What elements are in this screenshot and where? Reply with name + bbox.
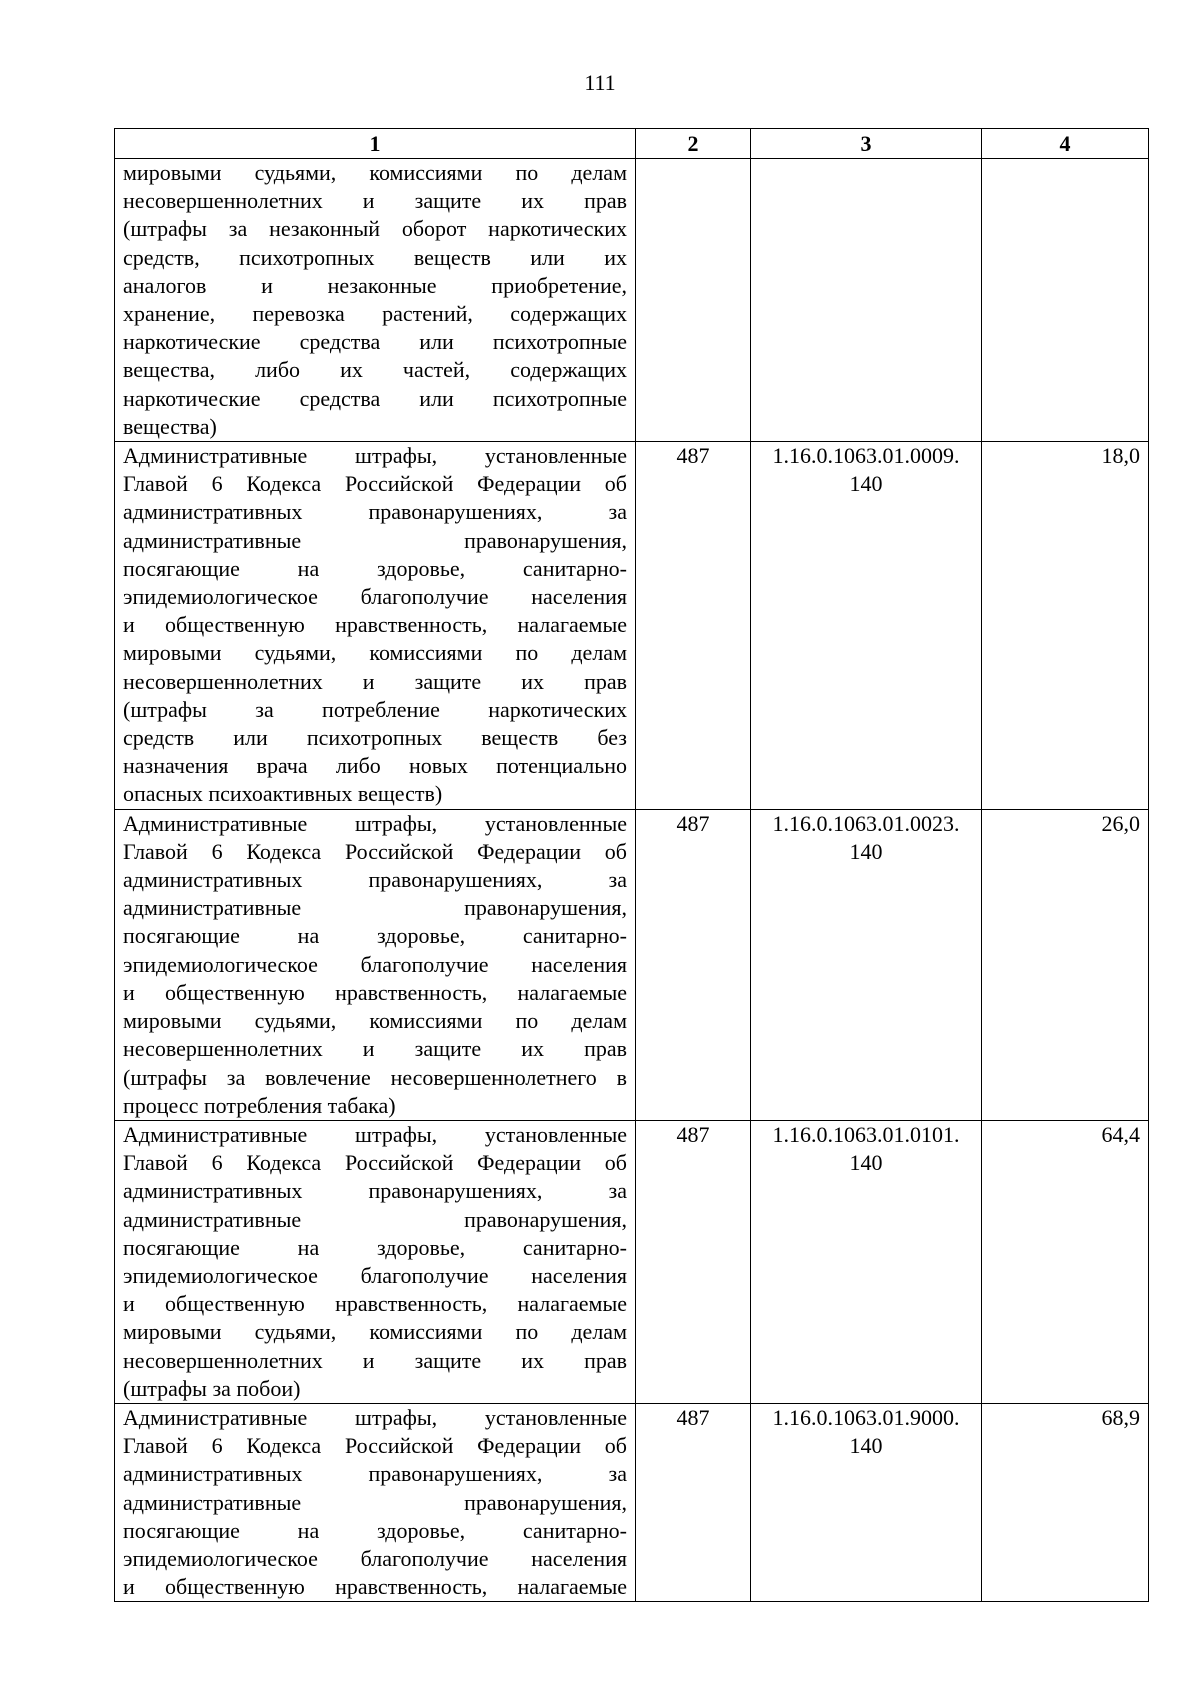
description-line: (штрафы за потребление наркотических (123, 696, 627, 722)
description-line: вещества, либо их частей, содержащих (123, 357, 627, 383)
classification-code (751, 442, 982, 810)
table-row (115, 442, 1149, 810)
description-line: и общественную нравственность, налагаемые (123, 1291, 627, 1317)
description-line: административные правонарушения, (123, 1489, 627, 1515)
row-description (115, 442, 636, 810)
code-line: 140 (849, 838, 883, 864)
admin-code: 487 (636, 1120, 751, 1403)
table-row (115, 809, 1149, 1120)
description-line: Административные штрафы, установленные (123, 810, 627, 836)
row-description (115, 159, 636, 442)
description-line: Главой 6 Кодекса Российской Федерации об (123, 1433, 627, 1459)
admin-code: 487 (636, 442, 751, 810)
description-line: назначения врача либо новых потенциально (123, 753, 627, 779)
description-line: Административные штрафы, установленные (123, 443, 627, 469)
description-line: несовершеннолетних и защите их прав (123, 188, 627, 214)
description-line: административные правонарушения, (123, 895, 627, 921)
admin-code: 487 (636, 809, 751, 1120)
description-line: мировыми судьями, комиссиями по делам (123, 160, 627, 185)
code-line: 140 (849, 471, 883, 497)
description-line: эпидемиологическое благополучие населения (123, 584, 627, 610)
amount: 64,4 (982, 1120, 1149, 1403)
description-line: наркотические средства или психотропные (123, 329, 627, 355)
description-line: Административные штрафы, установленные (123, 1121, 627, 1147)
amount: 68,9 (982, 1403, 1149, 1601)
column-header-1: 1 (115, 129, 636, 159)
table-row (115, 1120, 1149, 1403)
description-line: несовершеннолетних и защите их прав (123, 668, 627, 694)
code-line: 1.16.0.1063.01.0009. (772, 443, 960, 469)
table-body (115, 159, 1149, 1602)
description-line: Административные штрафы, установленные (123, 1404, 627, 1430)
amount: 26,0 (982, 809, 1149, 1120)
classification-code (751, 809, 982, 1120)
code-line: 1.16.0.1063.01.9000. (772, 1404, 960, 1430)
description-line: посягающие на здоровье, санитарно- (123, 1517, 627, 1543)
description-line: аналогов и незаконные приобретение, (123, 272, 627, 298)
description-line: (штрафы за незаконный оборот наркотических (123, 216, 627, 242)
description-line: Главой 6 Кодекса Российской Федерации об (123, 471, 627, 497)
amount: 18,0 (982, 442, 1149, 810)
description-line: мировыми судьями, комиссиями по делам (123, 640, 627, 666)
admin-code (636, 159, 751, 442)
description-line: административные правонарушения, (123, 1206, 627, 1232)
description-line: опасных психоактивных веществ) (123, 781, 443, 807)
row-description (115, 809, 636, 1120)
description-line: средств или психотропных веществ без (123, 725, 627, 751)
description-line: несовершеннолетних и защите их прав (123, 1347, 627, 1373)
description-line: Главой 6 Кодекса Российской Федерации об (123, 1150, 627, 1176)
description-line: мировыми судьями, комиссиями по делам (123, 1319, 627, 1345)
classification-code (751, 1403, 982, 1601)
description-line: административных правонарушениях, за (123, 1178, 627, 1204)
budget-revenue-table (114, 128, 1149, 1602)
description-line: эпидемиологическое благополучие населения (123, 951, 627, 977)
code-line: 140 (849, 1150, 883, 1176)
description-line: мировыми судьями, комиссиями по делам (123, 1008, 627, 1034)
classification-code (751, 159, 982, 442)
table-row (115, 159, 1149, 442)
column-header-4: 4 (982, 129, 1149, 159)
amount (982, 159, 1149, 442)
description-line: и общественную нравственность, налагаемые (123, 612, 627, 638)
row-description (115, 1120, 636, 1403)
description-line: процесс потребления табака) (123, 1092, 396, 1118)
description-line: средств, психотропных веществ или их (123, 244, 627, 270)
code-line: 1.16.0.1063.01.0023. (772, 810, 960, 836)
admin-code: 487 (636, 1403, 751, 1601)
table-row (115, 1403, 1149, 1601)
description-line: эпидемиологическое благополучие населения (123, 1545, 627, 1571)
code-line: 140 (849, 1433, 883, 1459)
description-line: посягающие на здоровье, санитарно- (123, 923, 627, 949)
page-number: 111 (584, 70, 616, 95)
column-header-2: 2 (636, 129, 751, 159)
description-line: и общественную нравственность, налагаемые (123, 979, 627, 1005)
description-line: (штрафы за вовлечение несовершеннолетнего в (123, 1064, 627, 1090)
description-line: посягающие на здоровье, санитарно- (123, 1234, 627, 1260)
description-line: и общественную нравственность, налагаемые (123, 1574, 627, 1600)
description-line: посягающие на здоровье, санитарно- (123, 555, 627, 581)
description-line: эпидемиологическое благополучие населения (123, 1262, 627, 1288)
description-line: административных правонарушениях, за (123, 499, 627, 525)
column-header-3: 3 (751, 129, 982, 159)
classification-code (751, 1120, 982, 1403)
code-line: 1.16.0.1063.01.0101. (772, 1121, 960, 1147)
table-header-row (115, 129, 1149, 159)
description-line: вещества) (123, 413, 217, 439)
description-line: несовершеннолетних и защите их прав (123, 1036, 627, 1062)
description-line: Главой 6 Кодекса Российской Федерации об (123, 838, 627, 864)
description-line: наркотические средства или психотропные (123, 385, 627, 411)
description-line: административных правонарушениях, за (123, 1461, 627, 1487)
description-line: административные правонарушения, (123, 527, 627, 553)
description-line: (штрафы за побои) (123, 1375, 301, 1401)
description-line: хранение, перевозка растений, содержащих (123, 301, 627, 327)
description-line: административных правонарушениях, за (123, 867, 627, 893)
row-description (115, 1403, 636, 1601)
